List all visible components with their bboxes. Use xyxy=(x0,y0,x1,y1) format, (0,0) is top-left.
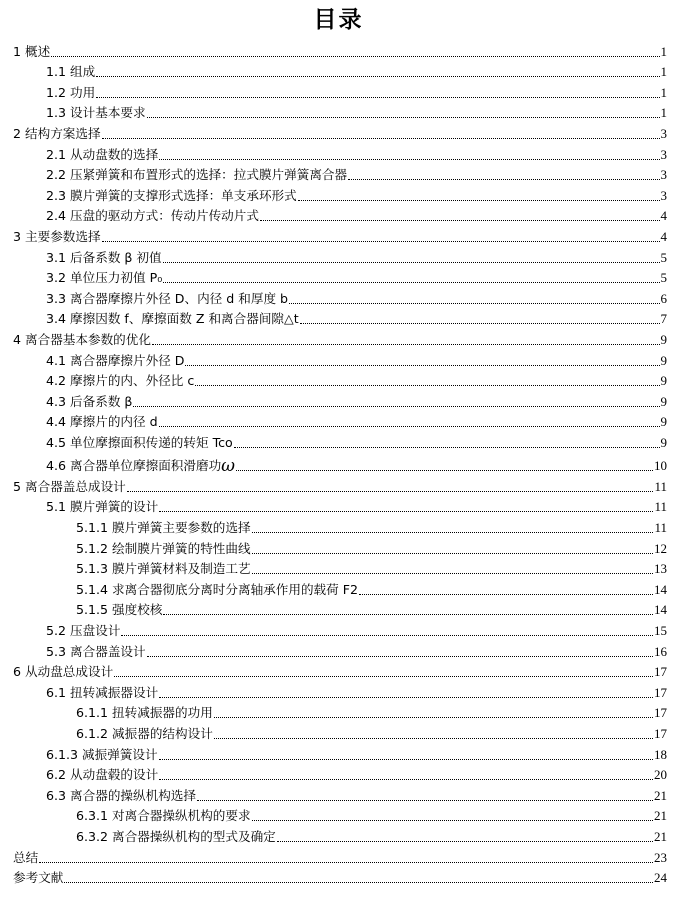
toc-entry[interactable] xyxy=(13,142,667,163)
toc-entry-label: 6.3.2 离合器操纵机构的型式及确定 xyxy=(76,828,276,844)
toc-page-number: 4 xyxy=(660,208,667,224)
toc-entry[interactable] xyxy=(13,451,667,477)
dot-leader xyxy=(163,282,659,283)
toc-page-number: 23 xyxy=(654,849,667,865)
toc-entry-label: 6.1 扭转减振器设计 xyxy=(46,684,159,700)
toc-page-number: 5 xyxy=(660,270,667,286)
dot-leader xyxy=(214,738,653,739)
dot-leader xyxy=(348,179,659,180)
toc-entry[interactable] xyxy=(13,763,667,784)
toc-entry[interactable] xyxy=(13,204,667,225)
toc-entry-label: 总结 xyxy=(13,849,39,865)
dot-leader xyxy=(133,406,659,407)
toc-entry-label: 4.1 离合器摩擦片外径 D xyxy=(46,352,185,368)
toc-entry[interactable] xyxy=(13,245,667,266)
dot-leader xyxy=(252,553,653,554)
toc-entry[interactable] xyxy=(13,639,667,660)
toc-entry-label: 6.3 离合器的操纵机构选择 xyxy=(46,787,196,803)
toc-page-number: 17 xyxy=(654,664,667,680)
toc-entry-label: 4.3 后备系数 β xyxy=(46,393,133,409)
toc-entry[interactable] xyxy=(13,183,667,204)
toc-entry-label: 4.4 摩擦片的内径 d xyxy=(46,414,158,430)
toc-page-number: 3 xyxy=(660,146,667,162)
toc-page-number: 10 xyxy=(654,458,667,474)
toc-page-number: 17 xyxy=(654,705,667,721)
toc-entry[interactable] xyxy=(13,618,667,639)
toc-page-number: 9 xyxy=(660,414,667,430)
dot-leader xyxy=(159,511,653,512)
toc-entry[interactable] xyxy=(13,266,667,287)
toc-entry[interactable] xyxy=(13,495,667,516)
toc-entry-label: 4.5 单位摩擦面积传递的转矩 Tco xyxy=(46,434,233,450)
toc-page-number: 18 xyxy=(654,746,667,762)
dot-leader xyxy=(163,262,660,263)
toc-entry-label: 4.2 摩擦片的内、外径比 c xyxy=(46,373,195,389)
dot-leader xyxy=(102,138,660,139)
dot-leader xyxy=(96,76,659,77)
toc-entry-label: 5.1.5 强度校核 xyxy=(76,602,163,618)
dot-leader xyxy=(159,159,659,160)
toc-entry[interactable] xyxy=(13,701,667,722)
dot-leader xyxy=(289,303,659,304)
toc-page-number: 14 xyxy=(654,602,667,618)
toc-entry-label: 2 结构方案选择 xyxy=(13,125,101,141)
toc-entry-label: 6.1.3 减振弹簧设计 xyxy=(46,746,158,762)
toc-page-number: 17 xyxy=(654,725,667,741)
dot-leader xyxy=(121,635,653,636)
dot-leader xyxy=(147,656,653,657)
toc-entry[interactable] xyxy=(13,474,667,495)
toc-page-number: 5 xyxy=(660,249,667,265)
toc-entry-label: 5.2 压盘设计 xyxy=(46,623,121,639)
toc-entry[interactable] xyxy=(13,845,667,866)
toc-entry[interactable] xyxy=(13,804,667,825)
dot-leader xyxy=(234,447,660,448)
toc-page-number: 11 xyxy=(654,499,667,515)
dot-leader xyxy=(195,385,659,386)
dot-leader xyxy=(163,614,653,615)
dot-leader xyxy=(252,820,653,821)
toc-entry-label: 2.4 压盘的驱动方式：传动片传动片式 xyxy=(46,208,259,224)
dot-leader xyxy=(159,779,653,780)
dot-leader xyxy=(277,841,653,842)
toc-entry-label: 6.1.2 减振器的结构设计 xyxy=(76,725,213,741)
toc-page-number: 21 xyxy=(654,787,667,803)
toc-entry[interactable] xyxy=(13,598,667,619)
toc-page-number: 9 xyxy=(660,331,667,347)
toc-entry-label: 5 离合器盖总成设计 xyxy=(13,478,126,494)
toc-entry[interactable] xyxy=(13,224,667,245)
dot-leader xyxy=(236,470,653,471)
toc-entry-label: 5.1 膜片弹簧的设计 xyxy=(46,499,159,515)
dot-leader xyxy=(51,56,659,57)
toc-entry-label: 3.1 后备系数 β 初值 xyxy=(46,249,162,265)
toc-page-number: 16 xyxy=(654,643,667,659)
toc-entry[interactable] xyxy=(13,536,667,557)
toc-page-number: 11 xyxy=(654,520,667,536)
dot-leader xyxy=(359,594,653,595)
toc-entry[interactable] xyxy=(13,680,667,701)
toc-page-number: 15 xyxy=(654,623,667,639)
toc-entry-label: 4 离合器基本参数的优化 xyxy=(13,331,151,347)
dot-leader xyxy=(252,573,653,574)
dot-leader xyxy=(300,323,660,324)
toc-entry-label: 1.2 功用 xyxy=(46,84,96,100)
toc-entry-label: 参考文献 xyxy=(13,870,64,886)
dot-leader xyxy=(159,697,653,698)
toc-entry[interactable] xyxy=(13,163,667,184)
dot-leader xyxy=(147,117,660,118)
toc-entry[interactable] xyxy=(13,101,667,122)
toc-page-number: 17 xyxy=(654,684,667,700)
page-title: 目录 xyxy=(313,7,364,33)
toc-page-number: 9 xyxy=(660,352,667,368)
toc-entry-label: 5.1.2 绘制膜片弹簧的特性曲线 xyxy=(76,540,251,556)
dot-leader xyxy=(260,220,660,221)
toc-entry-label: 6.2 从动盘毂的设计 xyxy=(46,767,159,783)
toc-page-number: 3 xyxy=(660,187,667,203)
toc-page-number: 24 xyxy=(654,870,667,886)
toc-entry[interactable] xyxy=(13,866,667,887)
omega-symbol: ω xyxy=(221,456,236,477)
toc-entry-label: 6.3.1 对离合器操纵机构的要求 xyxy=(76,808,251,824)
toc-entry[interactable] xyxy=(13,430,667,451)
toc-entry[interactable] xyxy=(13,121,667,142)
toc-page-number: 13 xyxy=(654,561,667,577)
toc-entry[interactable] xyxy=(13,557,667,578)
toc-entry-label: 5.1.3 膜片弹簧材料及制造工艺 xyxy=(76,561,251,577)
toc-page-number: 6 xyxy=(660,290,667,306)
dot-leader xyxy=(96,97,659,98)
toc-entry[interactable] xyxy=(13,742,667,763)
dot-leader xyxy=(114,676,653,677)
toc-page-number: 3 xyxy=(660,125,667,141)
toc-entry-label: 5.3 离合器盖设计 xyxy=(46,643,146,659)
toc-page-number: 1 xyxy=(660,105,667,121)
toc-entry[interactable] xyxy=(13,824,667,845)
toc-entry-label: 2.1 从动盘数的选择 xyxy=(46,146,159,162)
toc-entry[interactable] xyxy=(13,286,667,307)
dot-leader xyxy=(152,344,660,345)
toc-entry[interactable] xyxy=(13,369,667,390)
toc-entry-label: 3 主要参数选择 xyxy=(13,228,101,244)
toc-page-number: 9 xyxy=(660,373,667,389)
toc-entry-label: 1.1 组成 xyxy=(46,64,96,80)
dot-leader xyxy=(39,862,653,863)
toc-page-number: 11 xyxy=(654,478,667,494)
toc-entry[interactable] xyxy=(13,307,667,328)
toc-entry-label: 5.1.1 膜片弹簧主要参数的选择 xyxy=(76,520,251,536)
toc-entry[interactable] xyxy=(13,39,667,60)
dot-leader xyxy=(298,200,660,201)
toc-page-number: 21 xyxy=(654,828,667,844)
dot-leader xyxy=(159,759,653,760)
toc-page-number: 7 xyxy=(660,311,667,327)
toc-page-number: 21 xyxy=(654,808,667,824)
toc-entry[interactable] xyxy=(13,80,667,101)
toc-page-number: 4 xyxy=(660,228,667,244)
toc-entry[interactable] xyxy=(13,721,667,742)
toc-page-number: 3 xyxy=(660,167,667,183)
toc-page-number: 1 xyxy=(660,43,667,59)
toc-entry-label: 2.2 压紧弹簧和布置形式的选择：拉式膜片弹簧离合器 xyxy=(46,167,348,183)
dot-leader xyxy=(252,532,654,533)
dot-leader xyxy=(102,241,660,242)
toc-entry[interactable] xyxy=(13,660,667,681)
dot-leader xyxy=(159,426,660,427)
toc-entry[interactable] xyxy=(13,327,667,348)
toc-page-number: 12 xyxy=(654,540,667,556)
toc-entry-label: 3.2 单位压力初值 P₀ xyxy=(46,270,163,286)
dot-leader xyxy=(185,365,659,366)
table-of-contents xyxy=(13,39,667,886)
toc-page-number: 9 xyxy=(660,393,667,409)
toc-entry-label: 5.1.4 求离合器彻底分离时分离轴承作用的载荷 F2 xyxy=(76,581,358,597)
dot-leader xyxy=(197,800,653,801)
toc-page-number: 14 xyxy=(654,581,667,597)
toc-entry-label: 6 从动盘总成设计 xyxy=(13,664,114,680)
dot-leader xyxy=(64,882,653,883)
toc-page-number: 20 xyxy=(654,767,667,783)
toc-entry[interactable] xyxy=(13,410,667,431)
toc-entry-label: 3.4 摩擦因数 f、摩擦面数 Z 和离合器间隙△t xyxy=(46,311,299,327)
toc-entry-label: 2.3 膜片弹簧的支撑形式选择：单支承环形式 xyxy=(46,187,297,203)
toc-entry-label: 1 概述 xyxy=(13,43,51,59)
toc-entry-label: 6.1.1 扭转减振器的功用 xyxy=(76,705,213,721)
toc-entry[interactable] xyxy=(13,60,667,81)
toc-entry[interactable] xyxy=(13,389,667,410)
toc-entry[interactable] xyxy=(13,577,667,598)
toc-entry[interactable] xyxy=(13,515,667,536)
toc-entry-label: 4.6 离合器单位摩擦面积滑磨功 xyxy=(46,458,222,474)
dot-leader xyxy=(214,717,653,718)
toc-page-number: 9 xyxy=(660,434,667,450)
toc-entry-label: 3.3 离合器摩擦片外径 D、内径 d 和厚度 b xyxy=(46,290,289,306)
toc-entry-label: 1.3 设计基本要求 xyxy=(46,105,146,121)
toc-page-number: 1 xyxy=(660,84,667,100)
toc-page-number: 1 xyxy=(660,64,667,80)
toc-entry[interactable] xyxy=(13,348,667,369)
dot-leader xyxy=(127,491,654,492)
toc-entry[interactable] xyxy=(13,783,667,804)
